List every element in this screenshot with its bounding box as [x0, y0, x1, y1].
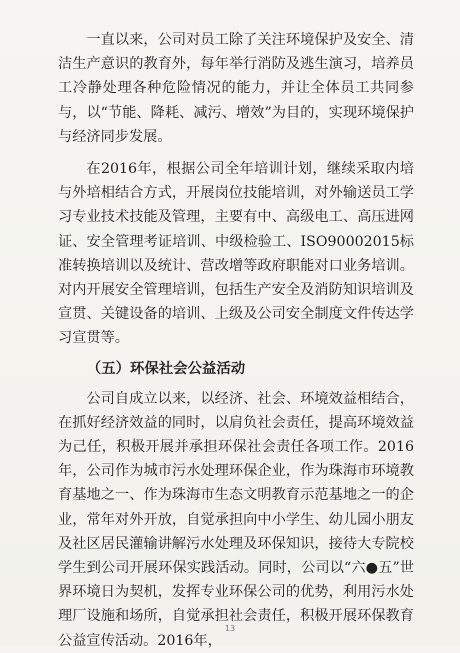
paragraph-training-2016: 在2016年，根据公司全年培训计划，继续采取内培与外培相结合方式，开展岗位技能培训，对外输送员工学习专业技术技能及管理，主要有中、高级电工、高压进网证、安全管理考证培训、中级检验工、ISO90002015标准转换培训以及统计、营改增等政府职能对口业务培训。对内开展安全管理培训，包括生产安全及消防知识培训及宣贯、关键设备的培训、上级及公司安全制度文件传达学习宣贯等。	[58, 161, 414, 347]
section-heading: （五）环保社会公益活动	[86, 360, 246, 377]
paragraph-employee-education: 一直以来，公司对员工除了关注环境保护及安全、清洁生产意识的教育外，每年举行消防及逃生演习，培养员工冷静处理各种危险情况的能力，并让全体员工共同参与，以“节能、降耗、减污、增效”为目的，实现环境保护与经济同步发展。	[58, 32, 414, 145]
page-number: 13	[224, 624, 236, 633]
document-body	[58, 28, 414, 653]
paragraph-public-welfare: 公司自成立以来，以经济、社会、环境效益相结合，在抓好经济效益的同时，以肩负社会责任，提高环境效益为己任，积极开展并承担环保社会责任各项工作。2016年，公司作为城市污水处理环保企业，作为珠海市环境教育基地之一、作为珠海市生态文明教育示范基地之一的企业，常年对外开放，自觉承担向中小学生、幼儿园小朋友及社区居民灌输讲解污水处理及环保知识，接待大专院校学生到公司开展环保实践活动。同时，公司以“六●五”世界环境日为契机，发挥专业环保公司的优势，利用污水处理厂设施和场所，自觉承担社会责任，积极开展环保教育公益宣传活动。2016年，	[58, 390, 414, 649]
